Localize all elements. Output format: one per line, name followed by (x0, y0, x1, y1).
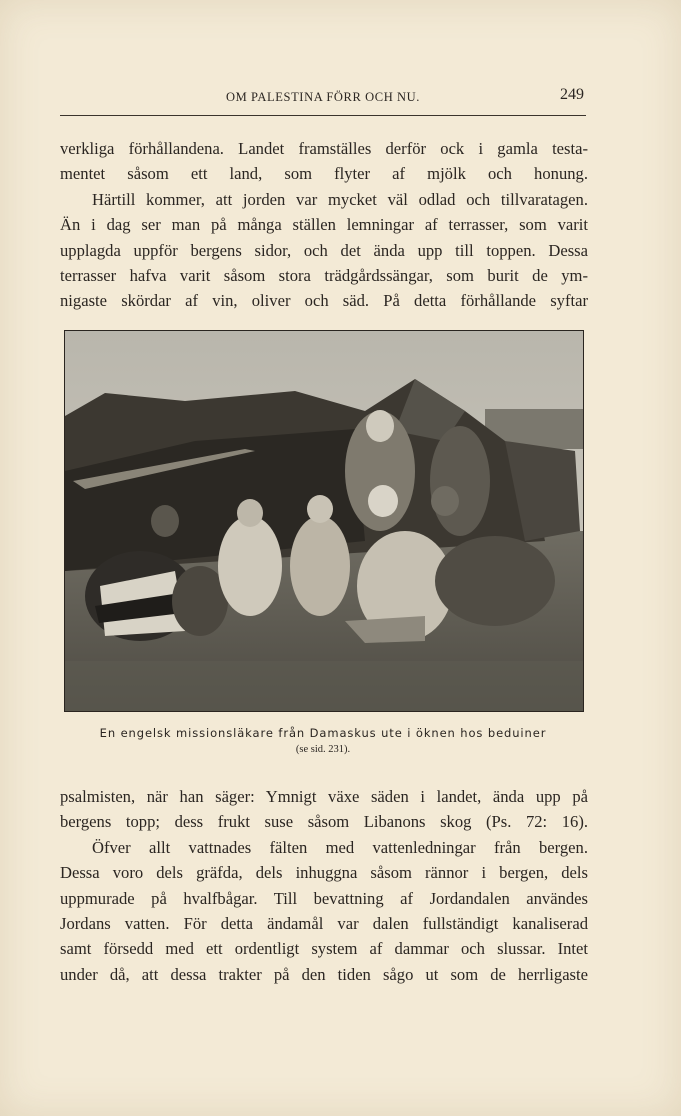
figure-caption (64, 726, 582, 755)
paragraph-top (60, 136, 588, 314)
text-line: Härtill kommer, att jorden var mycket väl odlad och tillvaratagen. (92, 189, 588, 209)
caption-text: En engelsk missionsläkare från Damaskus ute i öknen hos beduiner (99, 726, 547, 740)
text-line: psalmisten, när han säger: Ymnigt växe säden i landet, ända upp på (60, 787, 588, 806)
text-line: Dessa voro dels gräfda, dels inhuggna såsom rännor i bergen, dels (60, 863, 588, 883)
text-line: bergens topp; dess frukt suse såsom Libanons skog (Ps. 72: 16). (60, 812, 588, 832)
text-line: Öfver allt vattnades fälten med vattenledningar från bergen. (92, 837, 588, 857)
paragraph-bottom (60, 784, 588, 987)
text-line: mentet såsom ett land, som flyter af mjölk och honung. (60, 164, 588, 184)
photograph-bedouin-camp (64, 330, 584, 712)
text-line: Jordans vatten. För detta ändamål var dalen fullständigt kanaliserad (60, 913, 588, 933)
text-line: upplagda uppför bergens sidor, och det ända upp till toppen. Dessa (60, 240, 588, 260)
caption-reference: (se sid. 231). (295, 744, 351, 755)
text-line: samt försedd med ett ordentligt system af dammar och slussar. Intet (60, 939, 588, 959)
text-line: under då, att dessa trakter på den tiden sågo ut som de herrligaste (60, 964, 588, 984)
text-line: uppmurade på hvalfbågar. Till bevattning af Jordandalen användes (60, 888, 588, 908)
text-line: nigaste skördar af vin, oliver och säd. På detta förhållande syftar (60, 291, 588, 311)
text-line: Än i dag ser man på många ställen lemningar af terrasser, som varit (60, 215, 588, 235)
running-header (60, 86, 586, 110)
header-rule (60, 115, 586, 116)
page-number: 249 (560, 86, 584, 103)
running-title: OM PALESTINA FÖRR OCH NU. (225, 90, 421, 104)
text-line: verkliga förhållandena. Landet framställes derför ock i gamla testa- (60, 139, 588, 158)
text-line: terrasser hafva varit såsom stora trädgårdssängar, som burit de ym- (60, 265, 588, 285)
